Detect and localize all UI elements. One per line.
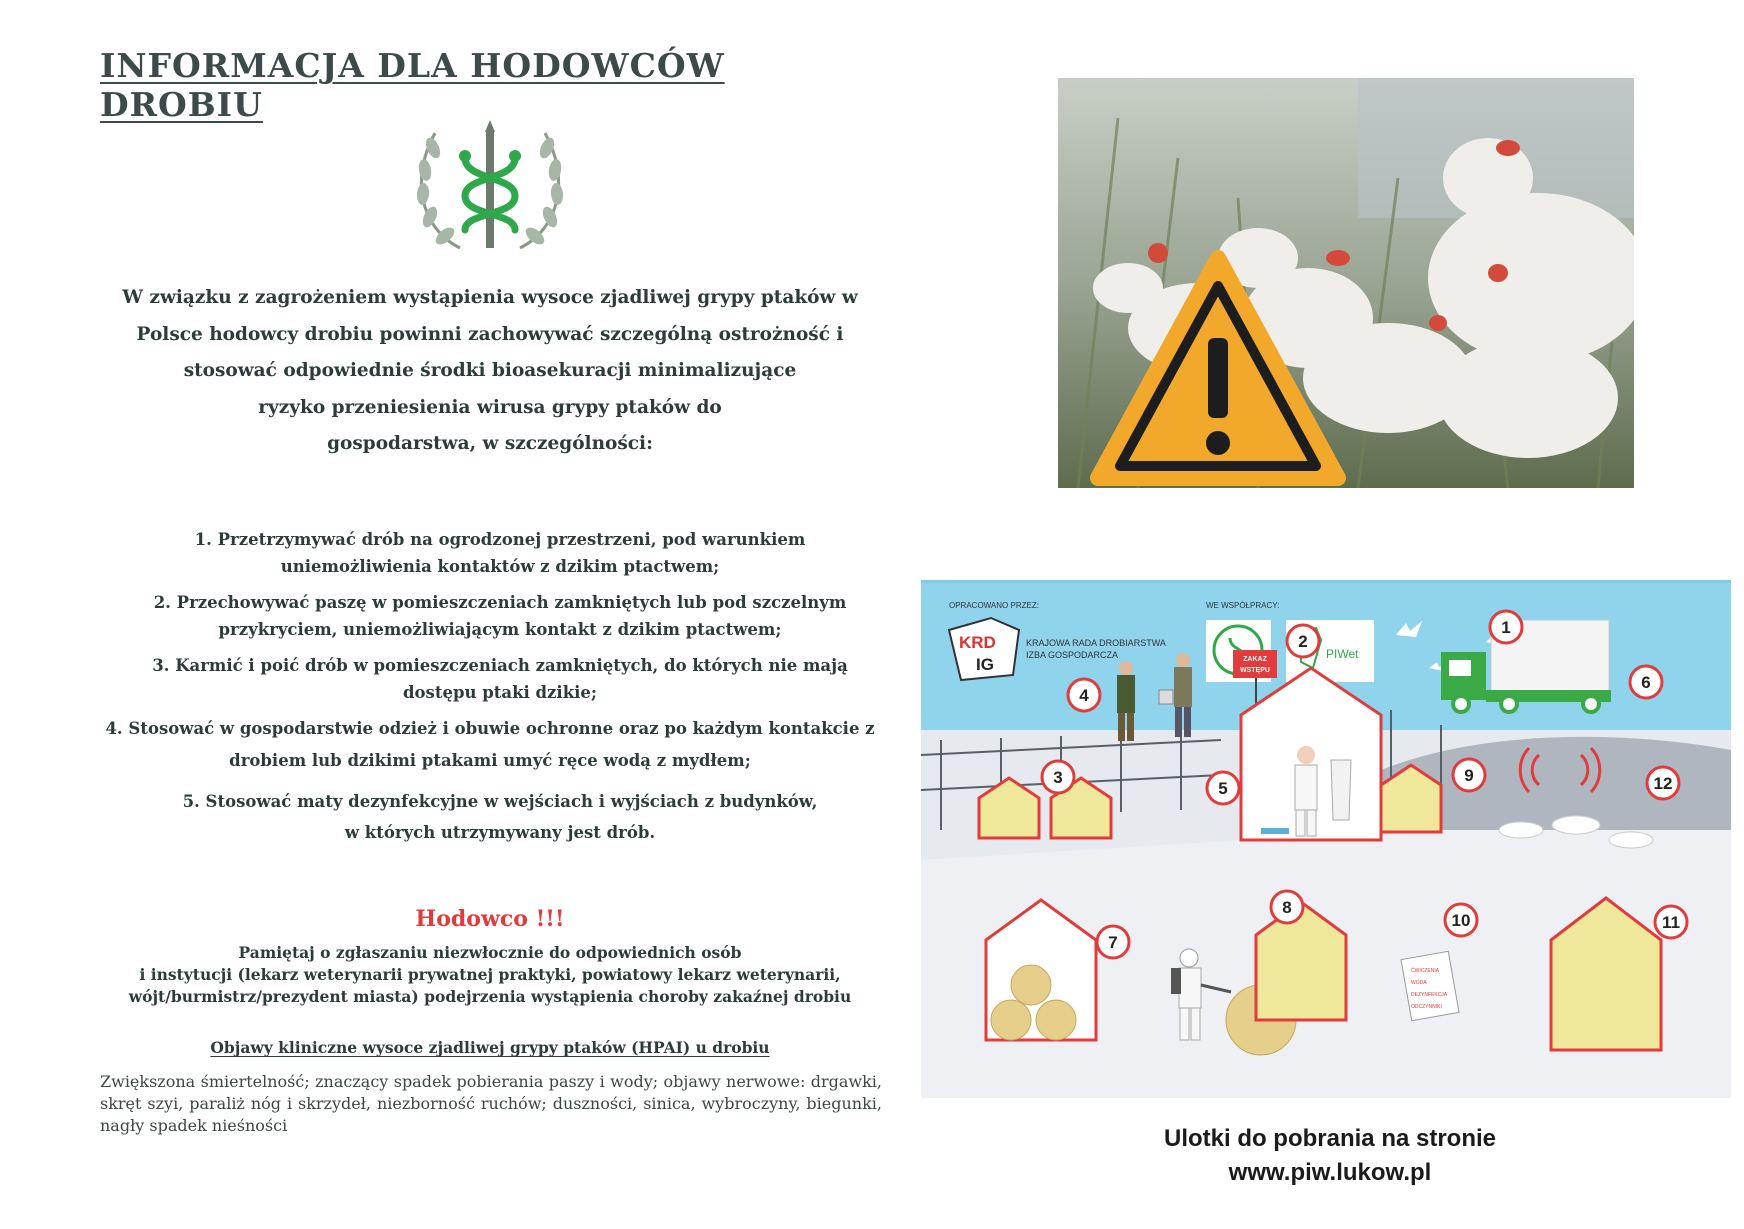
symptoms-title: Objawy kliniczne wysoce zjadliwej grypy ptaków (HPAI) u drobiu	[210, 1038, 770, 1057]
svg-text:KRD: KRD	[959, 633, 996, 652]
svg-text:PIWet: PIWet	[1326, 647, 1359, 661]
leaflet-download-note: Ulotki do pobrania na stronie www.piw.lukow.pl	[1050, 1122, 1610, 1190]
biosecurity-infographic	[921, 580, 1731, 1098]
svg-text:11: 11	[1662, 913, 1680, 932]
number-badge	[1647, 767, 1679, 799]
number-badge	[1207, 772, 1239, 804]
symptoms-text: Zwiększona śmiertelność; znaczący spadek pobierania paszy i wody; objawy nerwowe: drgawki, skręt szyi, paraliż nóg i skrzydeł, niezborność ruchów; duszności, sinica, wybroczyny, biegunki, nagły spadek nieśności	[100, 1072, 882, 1135]
number-badge	[1042, 761, 1074, 793]
appeal-text: Pamiętaj o zgłaszaniu niezwłocznie do odpowiednich osób i instytucji (lekarz weterynarii prywatnej praktyki, powiatowy lekarz weterynarii, wójt/burmistrz/prezydent miasta) podejrzenia wystąpienia choroby zakaźnej drobiu	[128, 943, 852, 1006]
svg-text:8: 8	[1282, 898, 1292, 917]
prepared-by-label: OPRACOWANO PRZEZ:	[949, 601, 1039, 610]
svg-text:10: 10	[1451, 911, 1471, 930]
intro-line: stosować odpowiednie środki bioasekuracji minimalizujące	[183, 360, 797, 381]
number-badge	[1097, 926, 1129, 958]
svg-text:4: 4	[1079, 686, 1089, 705]
krd-ig-logo-icon	[949, 618, 1019, 680]
svg-text:KRAJOWA RADA DROBIARSTWA: KRAJOWA RADA DROBIARSTWA	[1026, 638, 1166, 648]
svg-text:IG: IG	[976, 655, 994, 674]
svg-text:ĆWICZENIA: ĆWICZENIA	[1411, 968, 1440, 974]
measure-item: 1. Przetrzymywać drób na ogrodzonej przestrzeni, pod warunkiem uniemożliwienia kontaktów z dzikim ptactwem;	[194, 530, 806, 576]
intro-line: Polsce hodowcy drobiu powinni zachowywać szczególną ostrożność i	[136, 323, 844, 345]
number-badge	[1445, 904, 1477, 936]
veterinary-emblem-icon	[405, 118, 575, 258]
svg-text:9: 9	[1464, 766, 1474, 785]
svg-text:IZBA GOSPODARCZA: IZBA GOSPODARCZA	[1026, 650, 1119, 660]
svg-text:1: 1	[1501, 618, 1511, 637]
measure-item: 3. Karmić i poić drób w pomieszczeniach zamkniętych, do których nie mają dostępu ptaki dzikie;	[152, 656, 848, 702]
chickens-warning-photo	[1058, 78, 1634, 488]
svg-text:WSTĘPU: WSTĘPU	[1240, 667, 1270, 674]
intro-line: gospodarstwa, w szczególności:	[327, 433, 653, 454]
number-badge	[1271, 891, 1303, 923]
intro-line: W związku z zagrożeniem wystąpienia wysoce zjadliwej grypy ptaków w	[122, 287, 858, 308]
svg-text:ODCZYNNIKI: ODCZYNNIKI	[1411, 1004, 1442, 1010]
svg-text:3: 3	[1053, 768, 1063, 787]
appeal-heading: Hodowco !!!	[415, 906, 565, 932]
svg-text:6: 6	[1641, 673, 1651, 692]
number-badge	[1287, 625, 1319, 657]
measure-item: 5. Stosować maty dezynfekcyjne w wejściach i wyjściach z budynków, w których utrzymywany jest drób.	[182, 792, 818, 842]
svg-text:12: 12	[1653, 774, 1673, 793]
page-title: INFORMACJA DLA HODOWCÓW DROBIU	[100, 46, 725, 124]
number-badge	[1490, 611, 1522, 643]
measure-item: 2. Przechowywać paszę w pomieszczeniach zamkniętych lub pod szczelnym przykryciem, uniemożliwiającym kontakt z dzikim ptactwem;	[153, 593, 847, 639]
cooperation-label: WE WSPÓŁPRACY:	[1206, 601, 1280, 610]
website-link[interactable]: www.piw.lukow.pl	[1228, 1159, 1432, 1186]
number-badge	[1630, 666, 1662, 698]
number-badge	[1655, 906, 1687, 938]
intro-line: ryzyko przeniesienia wirusa grypy ptaków do	[258, 396, 722, 418]
number-badge	[1068, 679, 1100, 711]
svg-text:ZAKAZ: ZAKAZ	[1243, 656, 1267, 663]
intro-paragraph	[90, 280, 890, 463]
svg-text:WODA: WODA	[1411, 980, 1427, 986]
checklist-icon	[1401, 951, 1459, 1020]
number-badge	[1453, 759, 1485, 791]
svg-text:7: 7	[1108, 933, 1118, 952]
svg-text:2: 2	[1298, 632, 1308, 651]
measure-item: 4. Stosować w gospodarstwie odzież i obuwie ochronne oraz po każdym kontakcie z drobiem lub dzikimi ptakami umyć ręce wodą z mydłem;	[105, 719, 875, 770]
svg-text:5: 5	[1218, 779, 1228, 798]
svg-text:DEZYNFEKCJA: DEZYNFEKCJA	[1411, 992, 1448, 998]
